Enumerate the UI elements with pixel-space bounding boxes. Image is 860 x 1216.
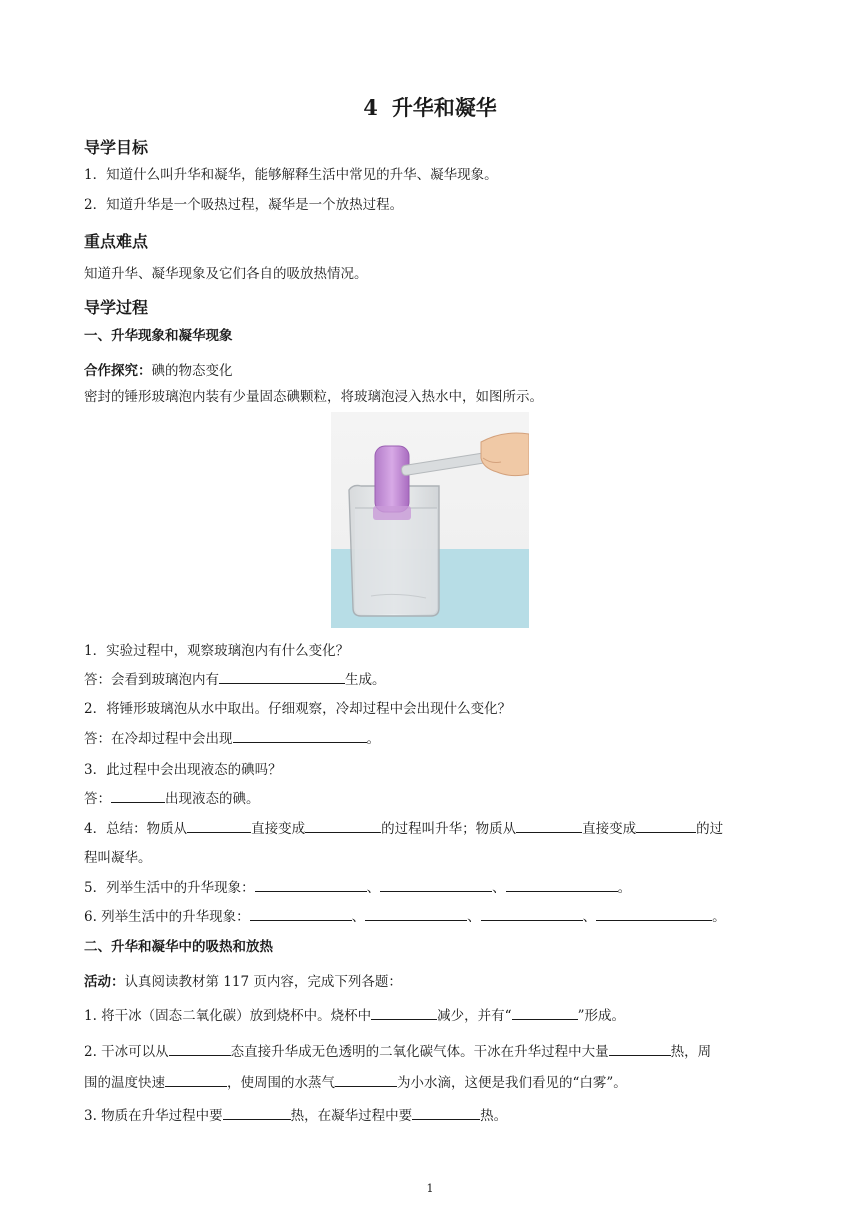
answer-blank[interactable] bbox=[380, 877, 492, 892]
question-3: 3．此过程中会出现液态的碘吗？ bbox=[84, 762, 282, 778]
key-points-heading: 重点难点 bbox=[84, 232, 149, 251]
answer-blank[interactable] bbox=[250, 906, 352, 921]
iodine-experiment-photo bbox=[331, 412, 529, 628]
process-heading: 导学过程 bbox=[84, 298, 149, 317]
activity-item-3: 3. 物质在升华过程中要 热，在凝华过程中要 热。 bbox=[84, 1104, 507, 1124]
activity-item-1: 1. 将干冰（固态二氧化碳）放到烧杯中。烧杯中 减少，并有“ ”形成。 bbox=[84, 1004, 625, 1024]
answer-blank[interactable] bbox=[111, 788, 165, 803]
answer-blank[interactable] bbox=[335, 1072, 397, 1087]
answer-blank[interactable] bbox=[233, 728, 367, 743]
answer-blank[interactable] bbox=[481, 906, 583, 921]
activity-item-2: 2. 干冰可以从 态直接升华成无色透明的二氧化碳气体。干冰在升华过程中大量 热，周 bbox=[84, 1040, 711, 1060]
answer-blank[interactable] bbox=[636, 818, 696, 833]
answer-blank[interactable] bbox=[412, 1105, 480, 1120]
answer-blank[interactable] bbox=[506, 877, 618, 892]
answer-blank[interactable] bbox=[169, 1041, 231, 1056]
goals-heading: 导学目标 bbox=[84, 138, 149, 157]
answer-blank[interactable] bbox=[165, 1072, 227, 1087]
question-4: 4．总结：物质从 直接变成 的过程叫升华；物质从 直接变成 的过 bbox=[84, 817, 723, 837]
goal-item: 1．知道什么叫升华和凝华，能够解释生活中常见的升华、凝华现象。 bbox=[84, 167, 498, 183]
answer-2: 答：在冷却过程中会出现 。 bbox=[84, 727, 380, 747]
question-1: 1．实验过程中，观察玻璃泡内有什么变化？ bbox=[84, 643, 350, 659]
activity-line: 活动：认真阅读教材第 117 页内容，完成下列各题： bbox=[84, 974, 402, 990]
answer-1: 答：会看到玻璃泡内有 生成。 bbox=[84, 668, 386, 688]
answer-blank[interactable] bbox=[255, 877, 367, 892]
answer-blank[interactable] bbox=[596, 906, 712, 921]
answer-blank[interactable] bbox=[219, 669, 345, 684]
experiment-intro: 密封的锤形玻璃泡内装有少量固态碘颗粒，将玻璃泡浸入热水中，如图所示。 bbox=[84, 389, 543, 405]
question-5: 5．列举生活中的升华现象： 、 、 。 bbox=[84, 876, 631, 896]
answer-blank[interactable] bbox=[371, 1005, 437, 1020]
goal-item: 2．知道升华是一个吸热过程，凝华是一个放热过程。 bbox=[84, 197, 404, 213]
answer-blank[interactable] bbox=[223, 1105, 291, 1120]
page-number: 1 bbox=[426, 1182, 434, 1195]
explore-line: 合作探究：碘的物态变化 bbox=[84, 363, 233, 379]
key-points-text: 知道升华、凝华现象及它们各自的吸放热情况。 bbox=[84, 266, 368, 282]
question-2: 2．将锤形玻璃泡从水中取出。仔细观察，冷却过程中会出现什么变化？ bbox=[84, 701, 512, 717]
activity-item-2-cont: 围的温度快速 ，使周围的水蒸气 为小水滴，这便是我们看见的“白雾”。 bbox=[84, 1071, 627, 1091]
answer-3: 答： 出现液态的碘。 bbox=[84, 787, 260, 807]
answer-blank[interactable] bbox=[365, 906, 467, 921]
page-title: 4 升华和凝华 bbox=[363, 95, 497, 120]
section2-title: 二、升华和凝华中的吸热和放热 bbox=[84, 939, 273, 955]
section1-title: 一、升华现象和凝华现象 bbox=[84, 328, 233, 344]
answer-blank[interactable] bbox=[512, 1005, 578, 1020]
answer-blank[interactable] bbox=[516, 818, 582, 833]
answer-blank[interactable] bbox=[609, 1041, 671, 1056]
question-4-cont: 程叫凝华。 bbox=[84, 850, 152, 866]
answer-blank[interactable] bbox=[305, 818, 381, 833]
question-6: 6. 列举生活中的升华现象： 、 、 、 。 bbox=[84, 905, 726, 925]
answer-blank[interactable] bbox=[187, 818, 251, 833]
